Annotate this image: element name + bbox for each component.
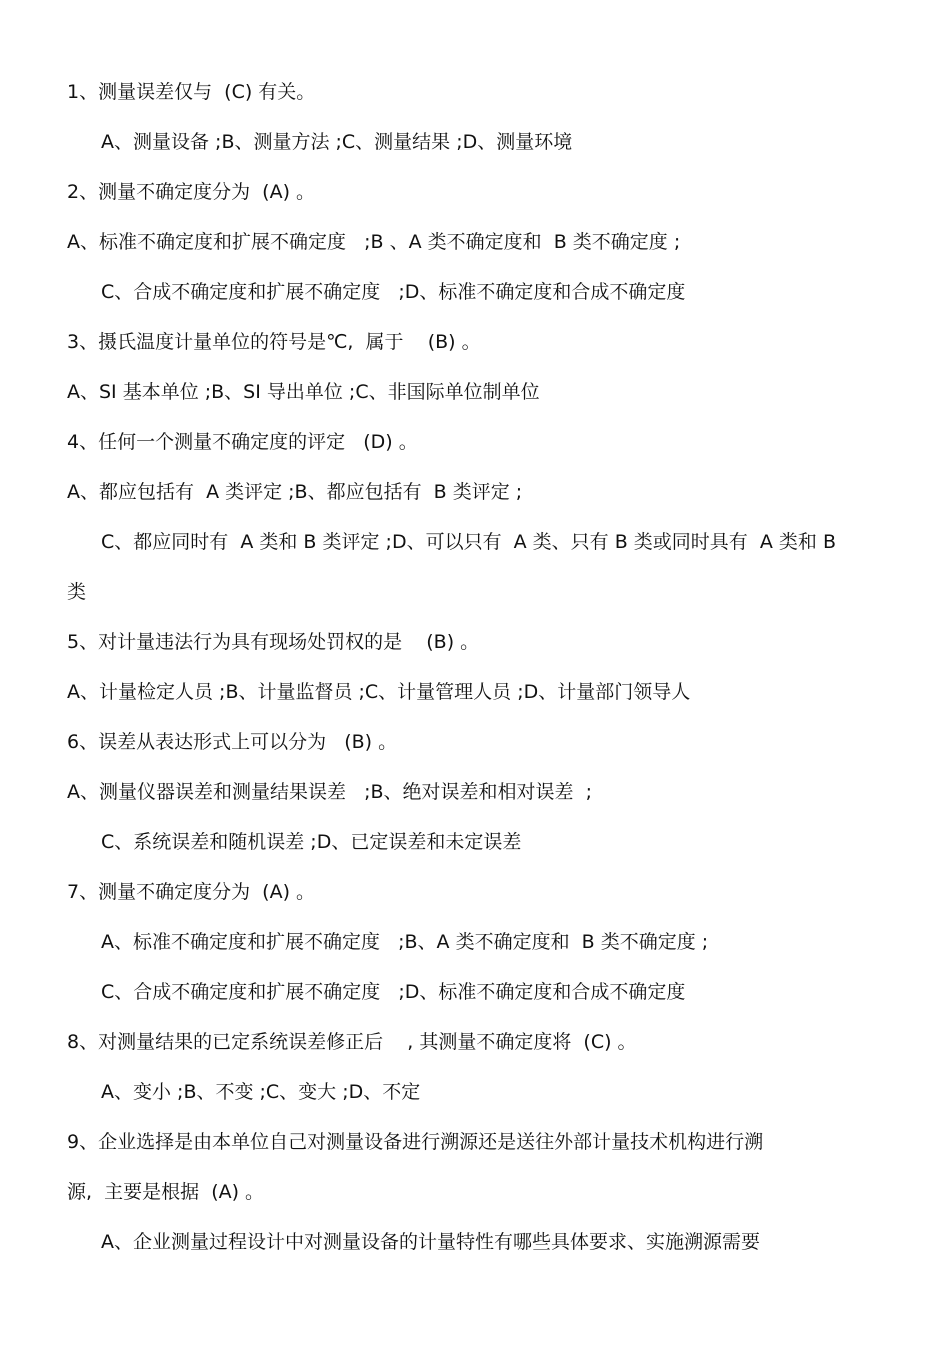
question-6: 6、误差从表达形式上可以分为 (B) 。 [67, 731, 398, 753]
question-6-options-ab: A、测量仪器误差和测量结果误差 ;B、绝对误差和相对误差 ; [67, 781, 593, 803]
question-9-continued: 源, 主要是根据 (A) 。 [67, 1181, 265, 1203]
question-4: 4、任何一个测量不确定度的评定 (D) 。 [67, 431, 418, 453]
question-4-options-ab: A、都应包括有 A 类评定 ;B、都应包括有 B 类评定 ; [67, 481, 523, 503]
question-7-options-ab: A、标准不确定度和扩展不确定度 ;B、A 类不确定度和 B 类不确定度 ; [101, 931, 709, 953]
question-3-options: A、SI 基本单位 ;B、SI 导出单位 ;C、非国际单位制单位 [67, 381, 540, 403]
question-4-options-cd: C、都应同时有 A 类和 B 类评定 ;D、可以只有 A 类、只有 B 类或同时具有 A 类和 B [101, 531, 836, 553]
question-1-options: A、测量设备 ;B、测量方法 ;C、测量结果 ;D、测量环境 [101, 131, 573, 153]
question-2-options-cd: C、合成不确定度和扩展不确定度 ;D、标准不确定度和合成不确定度 [101, 281, 686, 303]
question-8-options: A、变小 ;B、不变 ;C、变大 ;D、不定 [101, 1081, 421, 1103]
question-2-options-ab: A、标准不确定度和扩展不确定度 ;B 、A 类不确定度和 B 类不确定度 ; [67, 231, 681, 253]
question-8: 8、对测量结果的已定系统误差修正后 , 其测量不确定度将 (C) 。 [67, 1031, 637, 1053]
question-6-options-cd: C、系统误差和随机误差 ;D、已定误差和未定误差 [101, 831, 522, 853]
question-7: 7、测量不确定度分为 (A) 。 [67, 881, 316, 903]
question-3: 3、摄氏温度计量单位的符号是℃, 属于 (B) 。 [67, 331, 481, 353]
question-9: 9、企业选择是由本单位自己对测量设备进行溯源还是送往外部计量技术机构进行溯 [67, 1131, 764, 1153]
question-2: 2、测量不确定度分为 (A) 。 [67, 181, 316, 203]
question-7-options-cd: C、合成不确定度和扩展不确定度 ;D、标准不确定度和合成不确定度 [101, 981, 686, 1003]
question-1: 1、测量误差仅与 (C) 有关。 [67, 81, 316, 103]
question-4-options-cd-continued: 类 [67, 581, 87, 603]
question-5-options: A、计量检定人员 ;B、计量监督员 ;C、计量管理人员 ;D、计量部门领导人 [67, 681, 691, 703]
question-9-option-a: A、企业测量过程设计中对测量设备的计量特性有哪些具体要求、实施溯源需要 [101, 1231, 760, 1253]
question-5: 5、对计量违法行为具有现场处罚权的是 (B) 。 [67, 631, 480, 653]
